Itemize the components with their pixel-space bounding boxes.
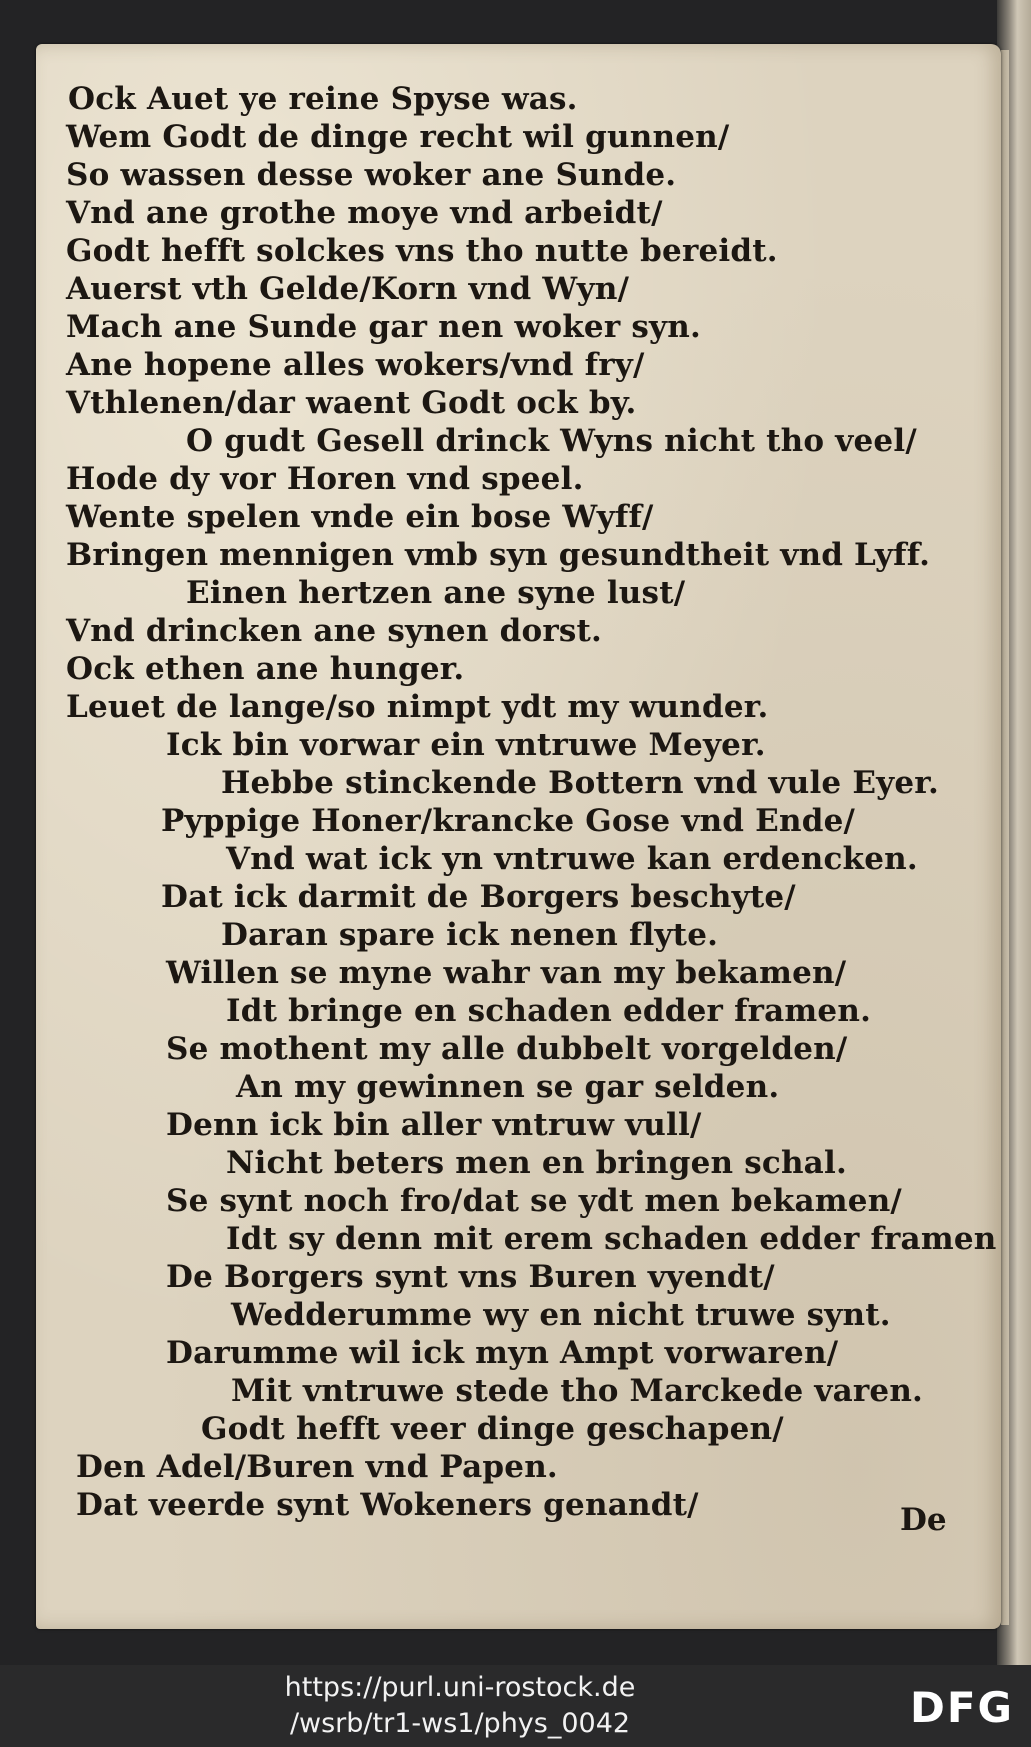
text-line: Bringen mennigen vmb syn gesundtheit vnd Lyff. <box>66 537 931 573</box>
text-line: Den Adel/Buren vnd Papen. <box>76 1449 558 1485</box>
text-line: Daran spare ick nenen flyte. <box>221 917 719 953</box>
text-line: Ock Auet ye reine Spyse was. <box>68 81 578 117</box>
text-line: O gudt Gesell drinck Wyns nicht tho veel/ <box>186 423 917 459</box>
text-line: Dat veerde synt Wokeners genandt/ <box>76 1487 699 1523</box>
text-line: Godt hefft veer dinge geschapen/ <box>201 1411 784 1447</box>
text-line: Se synt noch fro/dat se ydt men bekamen/ <box>166 1183 902 1219</box>
dfg-logo: DFG <box>910 1683 1015 1732</box>
text-line: Se mothent my alle dubbelt vorgelden/ <box>166 1031 848 1067</box>
source-url[interactable] <box>0 1670 920 1742</box>
text-line: Denn ick bin aller vntruw vull/ <box>166 1107 702 1143</box>
text-line: Pyppige Honer/krancke Gose vnd Ende/ <box>161 803 856 839</box>
text-line: Mit vntruwe stede tho Marckede varen. <box>231 1373 924 1409</box>
text-line: Godt hefft solckes vns tho nutte bereidt. <box>66 233 778 269</box>
text-line: Auerst vth Gelde/Korn vnd Wyn/ <box>66 271 630 307</box>
book-page <box>36 44 1001 1629</box>
url-line-2[interactable]: /wsrb/tr1-ws1/phys_0042 <box>289 1708 631 1739</box>
text-line: An my gewinnen se gar selden. <box>236 1069 780 1105</box>
text-line: Vnd wat ick yn vntruwe kan erdencken. <box>226 841 918 877</box>
text-line: Hode dy vor Horen vnd speel. <box>66 461 584 497</box>
catchword: De <box>900 1502 947 1538</box>
text-line: Einen hertzen ane syne lust/ <box>186 575 686 611</box>
text-line: Ane hopene alles wokers/vnd fry/ <box>66 347 645 383</box>
text-line: Wem Godt de dinge recht wil gunnen/ <box>66 119 730 155</box>
text-line: Vnd ane grothe moye vnd arbeidt/ <box>66 195 663 231</box>
text-line: Idt sy denn mit erem schaden edder framen <box>226 1221 997 1257</box>
text-line: Vthlenen/dar waent Godt ock by. <box>66 385 637 421</box>
text-line: Wente spelen vnde ein bose Wyff/ <box>66 499 654 535</box>
text-line: Darumme wil ick myn Ampt vorwaren/ <box>166 1335 839 1371</box>
text-line: Mach ane Sunde gar nen woker syn. <box>66 309 701 345</box>
text-line: Dat ick darmit de Borgers beschyte/ <box>161 879 796 915</box>
text-line: Nicht beters men en bringen schal. <box>226 1145 847 1181</box>
url-line-1[interactable]: https://purl.uni-rostock.de <box>284 1672 636 1703</box>
text-line: De Borgers synt vns Buren vyendt/ <box>166 1259 775 1295</box>
text-line: Vnd drincken ane synen dorst. <box>66 613 603 649</box>
text-line: Hebbe stinckende Bottern vnd vule Eyer. <box>221 765 939 801</box>
text-line: Ock ethen ane hunger. <box>66 651 465 687</box>
text-line: Idt bringe en schaden edder framen. <box>226 993 872 1029</box>
text-line: Wedderumme wy en nicht truwe synt. <box>231 1297 891 1333</box>
text-line: Willen se myne wahr van my bekamen/ <box>166 955 847 991</box>
text-line: Ick bin vorwar ein vntruwe Meyer. <box>166 727 766 763</box>
page-edge <box>1001 50 1009 1625</box>
text-line: Leuet de lange/so nimpt ydt my wunder. <box>66 689 769 725</box>
page-text <box>36 44 1001 1629</box>
text-line: So wassen desse woker ane Sunde. <box>66 157 677 193</box>
